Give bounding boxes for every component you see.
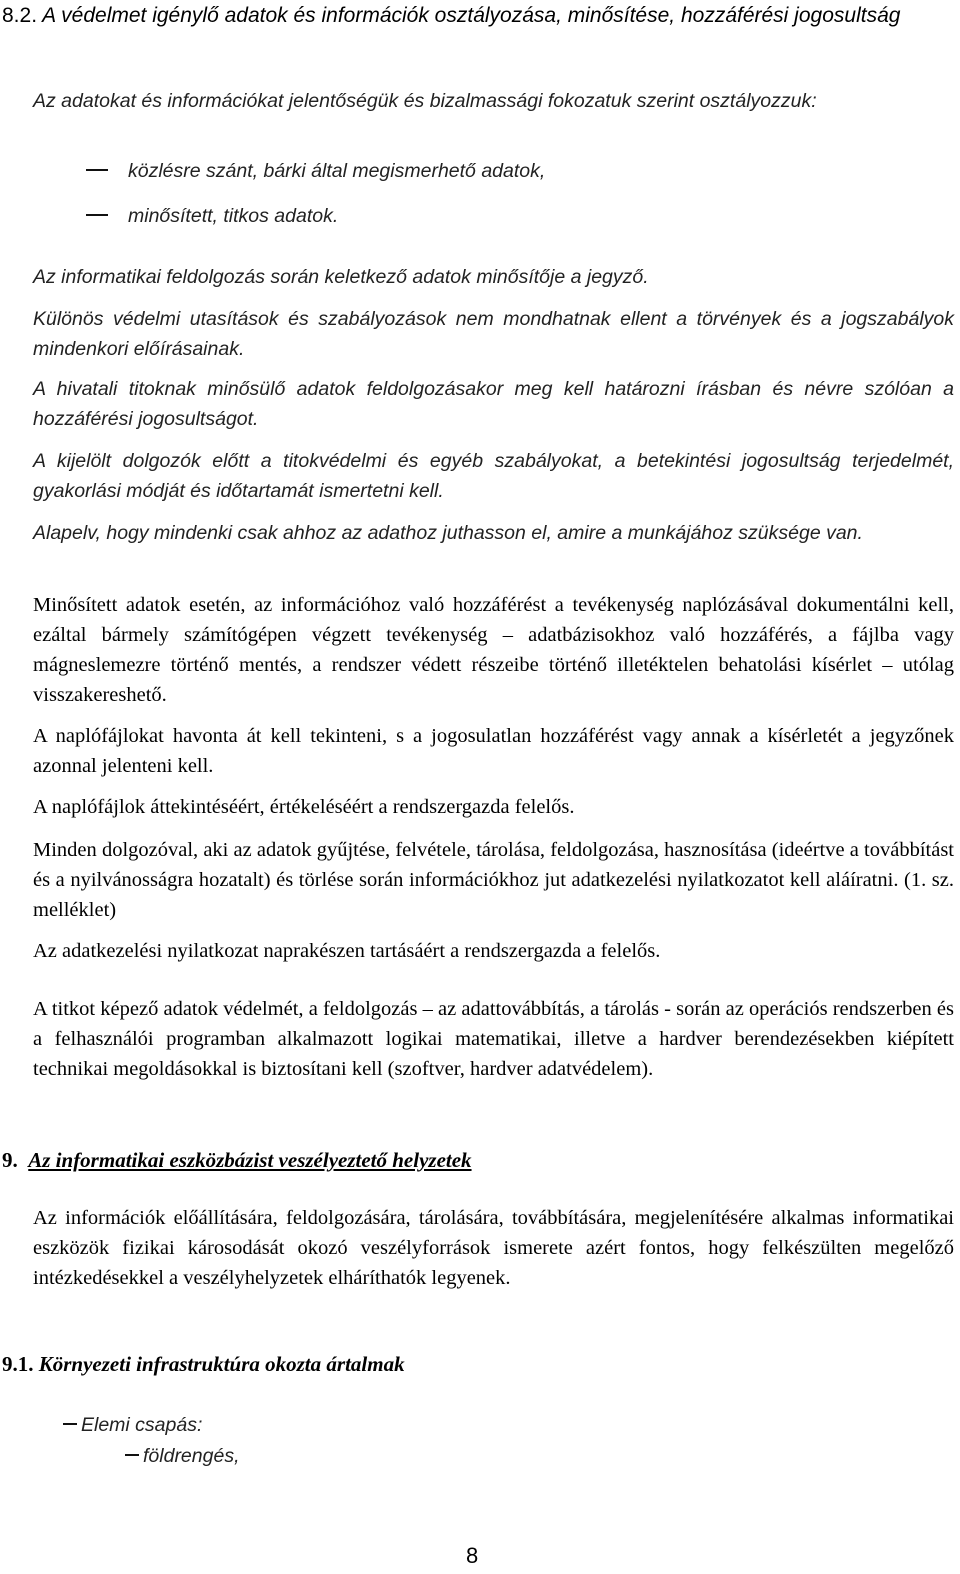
section-number: 8.2. xyxy=(2,4,38,27)
list-item-text: minősített, titkos adatok. xyxy=(128,205,339,227)
section-heading-9-1 xyxy=(2,1350,405,1378)
paragraph-declaration: Minden dolgozóval, aki az adatok gyűjtése, felvétele, tárolása, feldolgozása, hasznosítása (ideértve a továbbítást és a nyilvánosságra hozatalt) és törlése során információkhoz jut adatkezelési nyilatkozatot kell aláíratni. (1. sz. melléklet) xyxy=(33,839,954,921)
elemental-label xyxy=(63,1410,202,1440)
paragraph-special-rules: Különös védelmi utasítások és szabályozások nem mondhatnak ellent a törvények és a jogszabályok mindenkori előírásainak. xyxy=(33,308,954,360)
paragraph-staff: A kijelölt dolgozók előtt a titokvédelmi és egyéb szabályokat, a betekintési jogosultság terjedelmét, gyakorlási módját és időtartamát ismertetni kell. xyxy=(33,450,954,502)
paragraph-official-secrets: A hivatali titoknak minősülő adatok feldolgozásakor meg kell határozni írásban és névre szólóan a hozzáférési jogosultságot. xyxy=(33,378,954,430)
list-item xyxy=(86,156,545,186)
paragraph-classified: Minősített adatok esetén, az információhoz való hozzáférést a tevékenység naplózásával dokumentálni kell, ezáltal bármely számítógépen végzett tevékenység – adatbázisokhoz való hozzáférés, a fájlba vagy mágneslemezre történő mentés, a rendszer védett részeibe történő illetéktelen behatolási kísérlet – utólag visszakereshető. xyxy=(33,594,954,706)
list-item xyxy=(125,1441,239,1471)
dash-icon xyxy=(63,1423,77,1425)
page-number: 8 xyxy=(466,1543,479,1568)
dash-icon xyxy=(86,169,108,171)
section-title: Az informatikai eszközbázist veszélyeztető helyzetek xyxy=(28,1148,472,1172)
dash-icon xyxy=(125,1454,139,1456)
section-heading-9 xyxy=(2,1146,472,1174)
paragraph-secret-protection: A titkot képező adatok védelmét, a feldolgozás – az adattovábbítás, a tárolás - során az operációs rendszerben és a felhasználói programban alkalmazott logikai matematikai, illetve a hardver berendezésekben kiépített technikai megoldásokkal is biztosítani kell (szoftver, hardver adatvédelem). xyxy=(33,998,954,1080)
paragraph-logs-monthly: A naplófájlokat havonta át kell tekinteni, s a jogosulatlan hozzáférést vagy annak a kísérletét a jegyzőnek azonnal jelenteni kell. xyxy=(33,725,954,777)
section-heading-8-2 xyxy=(2,2,954,29)
paragraph-principle: Alapelv, hogy mindenki csak ahhoz az adathoz juthasson el, amire a munkájához szüksége van. xyxy=(33,522,863,544)
intro-paragraph: Az adatokat és információkat jelentőségük és bizalmassági fokozatuk szerint osztályozzuk: xyxy=(33,90,817,112)
dash-icon xyxy=(86,214,108,216)
list-item-text: közlésre szánt, bárki által megismerhető adatok, xyxy=(128,160,546,182)
section-number: 9.1. xyxy=(2,1352,34,1376)
section-title: Környezeti infrastruktúra okozta ártalmak xyxy=(38,1352,405,1376)
section-title: A védelmet igénylő adatok és információk osztályozása, minősítése, hozzáférési jogosultság xyxy=(42,4,901,27)
list-item-text: földrengés, xyxy=(143,1445,240,1467)
paragraph-qualifier: Az informatikai feldolgozás során keletkező adatok minősítője a jegyző. xyxy=(33,266,649,288)
paragraph-logs-admin: A naplófájlok áttekintéséért, értékeléséért a rendszergazda felelős. xyxy=(33,796,575,818)
elemental-label-text: Elemi csapás: xyxy=(81,1414,203,1436)
section-number: 9. xyxy=(2,1148,18,1172)
list-item xyxy=(86,201,338,231)
paragraph-threats: Az információk előállítására, feldolgozására, tárolására, továbbítására, megjelenítésére alkalmas informatikai eszközök fizikai károsodását okozó veszélyforrások ismerete azért fontos, hogy felkészülten megelőző intézkedésekkel a veszélyhelyzetek elháríthatók legyenek. xyxy=(33,1207,954,1289)
paragraph-declaration-admin: Az adatkezelési nyilatkozat naprakészen tartásáért a rendszergazda a felelős. xyxy=(33,940,661,962)
